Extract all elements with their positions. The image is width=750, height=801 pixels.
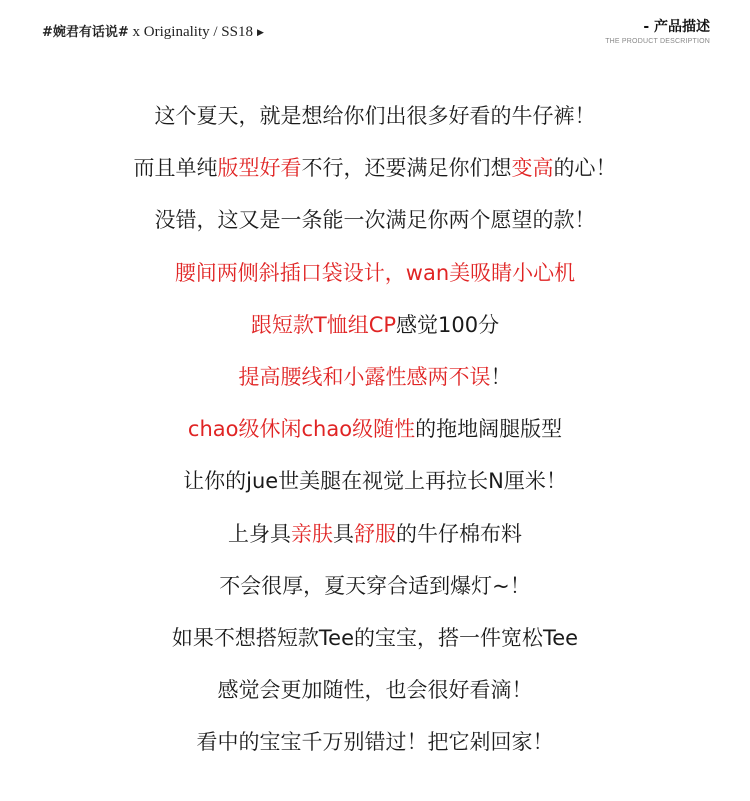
- description-line: [0, 299, 750, 351]
- body-text: 的拖地阔腿版型: [415, 417, 563, 442]
- body-text: 不会很厚，夏天穿合适到爆灯~！: [219, 573, 531, 598]
- description-line: [0, 716, 750, 768]
- page-header: [0, 0, 750, 60]
- highlight-text: 舒服: [354, 521, 396, 546]
- description-line: [0, 664, 750, 716]
- body-text: 这个夏天，就是想给你们出很多好看的牛仔裤！: [154, 104, 596, 128]
- highlight-text: 亲肤: [291, 521, 333, 546]
- body-text: 没错，这又是一条能一次满足你两个愿望的款！: [154, 208, 596, 233]
- body-text: 看中的宝宝千万别错过！把它剁回家！: [196, 730, 554, 755]
- highlight-text: 腰间两侧斜插口袋设计，wan美吸睛小心机: [174, 260, 576, 285]
- highlight-text: chao级休闲chao级随性: [187, 417, 416, 442]
- body-text: ！: [490, 364, 512, 389]
- body-text: 感觉会更加随性，也会很好看滴！: [217, 678, 533, 703]
- section-heading: [605, 16, 710, 45]
- product-description-body: [0, 90, 750, 768]
- body-text: 而且单纯: [133, 156, 218, 181]
- description-line: [0, 612, 750, 664]
- description-line: [0, 351, 750, 403]
- description-line: [0, 90, 750, 142]
- play-triangle-icon: ▶: [256, 28, 264, 38]
- body-text: 让你的jue世美腿在视觉上再拉长N厘米！: [183, 469, 567, 494]
- highlight-text: 提高腰线和小露性感两不误: [238, 364, 491, 389]
- body-text: 感觉100分: [396, 312, 500, 337]
- highlight-text: 版型好看: [217, 156, 302, 181]
- highlight-text: 跟短款T恤组CP: [250, 312, 397, 337]
- section-subtitle: THE PRODUCT DESCRIPTION: [605, 38, 710, 45]
- section-title: - 产品描述: [643, 19, 710, 35]
- description-line: [0, 194, 750, 246]
- description-line: [0, 560, 750, 612]
- description-line: [0, 508, 750, 560]
- highlight-text: 变高: [511, 156, 554, 181]
- body-text: 如果不想搭短款Tee的宝宝，搭一件宽松Tee: [171, 625, 579, 650]
- description-line: [0, 247, 750, 299]
- body-text: 的牛仔棉布料: [396, 521, 522, 546]
- body-text: 具: [333, 521, 354, 546]
- description-line: [0, 403, 750, 455]
- brand-hashtag: #婉君有话说#: [42, 25, 129, 40]
- brand-collection: x Originality / SS18: [128, 24, 253, 40]
- description-line: [0, 142, 750, 194]
- body-text: 的心！: [553, 156, 617, 181]
- body-text: 上身具: [228, 521, 291, 546]
- body-text: 不行，还要满足你们想: [301, 156, 512, 181]
- description-line: [0, 455, 750, 507]
- brand-line: [42, 21, 264, 41]
